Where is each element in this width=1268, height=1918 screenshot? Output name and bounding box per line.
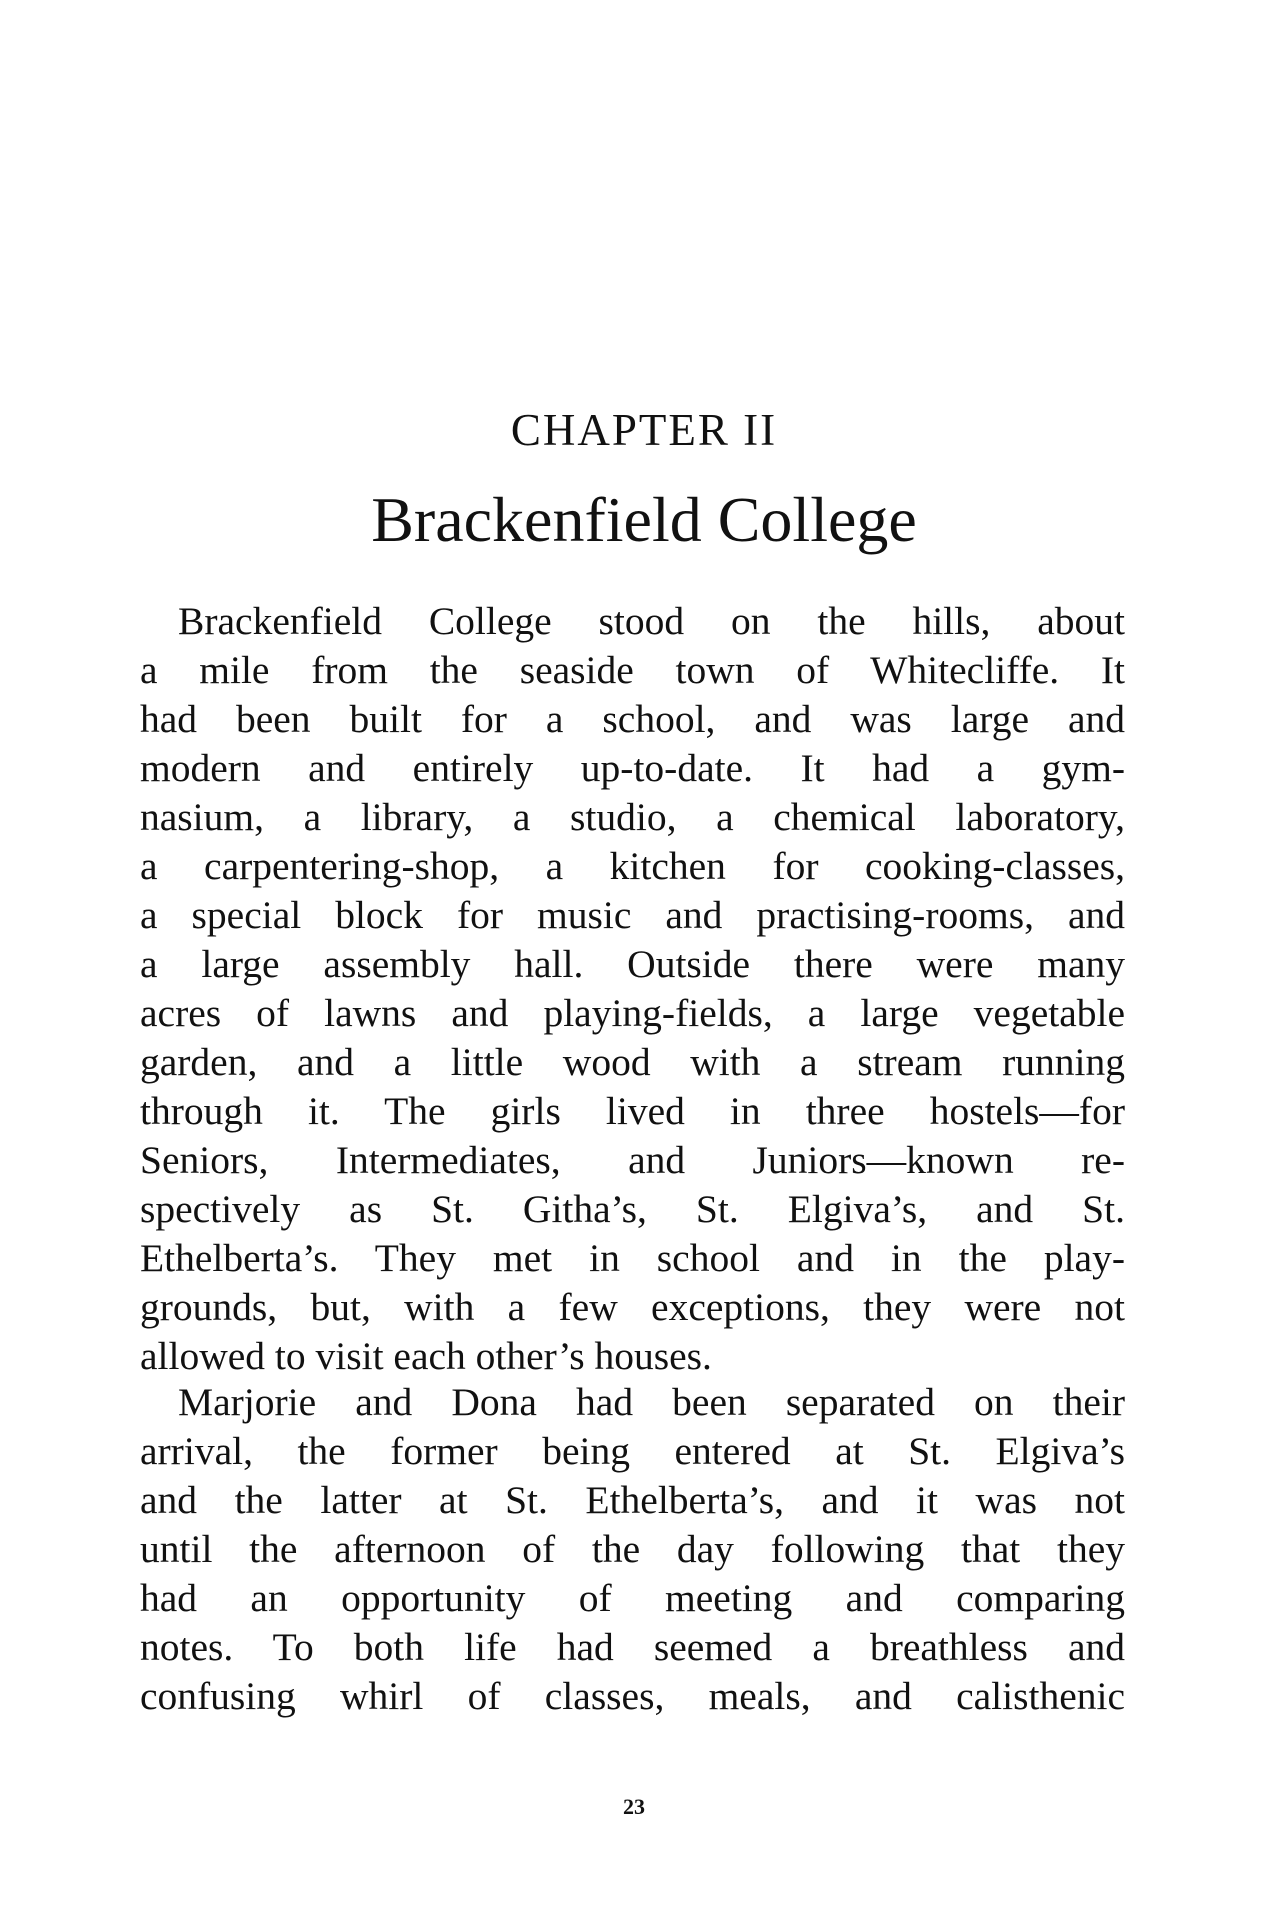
paragraph-1 — [140, 597, 1125, 1381]
text-line: a special block for music and practising-rooms, and — [140, 893, 1125, 937]
text-line: grounds, but, with a few exceptions, they were not — [140, 1285, 1125, 1329]
text-line: allowed to visit each other’s houses. — [140, 1334, 712, 1378]
text-line: confusing whirl of classes, meals, and calisthenic — [140, 1674, 1125, 1718]
text-line: Seniors, Intermediates, and Juniors—known re- — [140, 1138, 1125, 1182]
paragraph-2 — [140, 1378, 1125, 1721]
text-line: a mile from the seaside town of Whitecliffe. It — [140, 648, 1125, 692]
chapter-title: Brackenfield College — [371, 484, 917, 555]
text-line: acres of lawns and playing-fields, a large vegetable — [140, 991, 1125, 1035]
text-line: garden, and a little wood with a stream running — [140, 1040, 1125, 1084]
text-line: notes. To both life had seemed a breathless and — [140, 1625, 1125, 1669]
text-line: until the afternoon of the day following that they — [140, 1527, 1125, 1571]
text-line: a large assembly hall. Outside there were many — [140, 942, 1125, 986]
text-line: spectively as St. Githa’s, St. Elgiva’s, and St. — [140, 1187, 1125, 1231]
text-line: nasium, a library, a studio, a chemical laboratory, — [140, 795, 1125, 839]
text-line: and the latter at St. Ethelberta’s, and it was not — [140, 1478, 1125, 1522]
page-number: 23 — [623, 1794, 645, 1819]
text-line: Ethelberta’s. They met in school and in the play- — [140, 1236, 1125, 1280]
text-line: Brackenfield College stood on the hills, about — [178, 599, 1125, 643]
text-line: Marjorie and Dona had been separated on their — [178, 1380, 1125, 1424]
text-line: through it. The girls lived in three hostels—for — [140, 1089, 1125, 1133]
text-line: modern and entirely up-to-date. It had a gym- — [140, 746, 1125, 790]
text-line: had an opportunity of meeting and comparing — [140, 1576, 1125, 1620]
text-line: arrival, the former being entered at St. Elgiva’s — [140, 1429, 1125, 1473]
text-line: a carpentering-shop, a kitchen for cooking-classes, — [140, 844, 1125, 888]
text-line: had been built for a school, and was large and — [140, 697, 1125, 741]
chapter-label: CHAPTER II — [510, 405, 778, 455]
